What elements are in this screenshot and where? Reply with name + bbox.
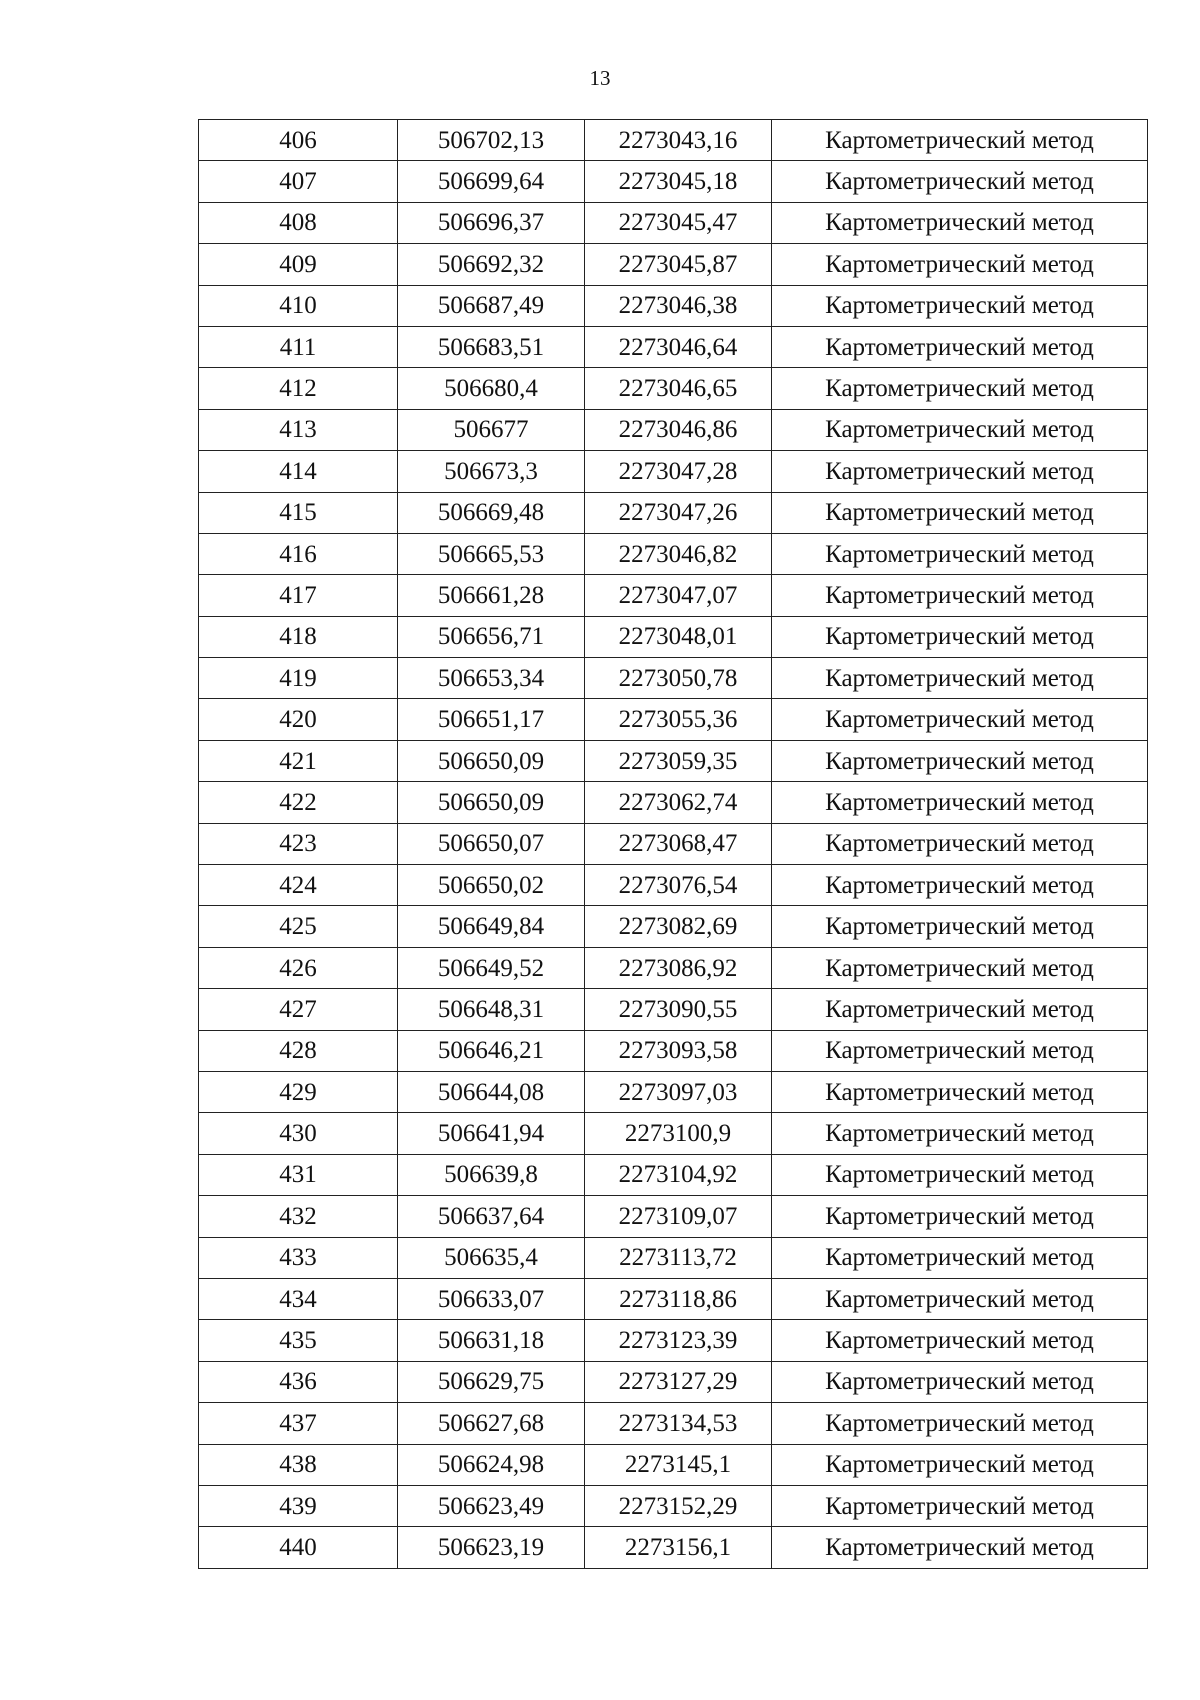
method-cell: Картометрический метод — [772, 120, 1148, 161]
point-number-cell: 433 — [199, 1237, 398, 1278]
table-row — [199, 1196, 1148, 1237]
method-cell: Картометрический метод — [772, 947, 1148, 988]
x-coordinate-cell: 506653,34 — [398, 658, 585, 699]
y-coordinate-cell: 2273048,01 — [585, 616, 772, 657]
y-coordinate-cell: 2273062,74 — [585, 782, 772, 823]
method-cell: Картометрический метод — [772, 782, 1148, 823]
method-cell: Картометрический метод — [772, 865, 1148, 906]
point-number-cell: 421 — [199, 740, 398, 781]
table-row — [199, 1278, 1148, 1319]
method-cell: Картометрический метод — [772, 161, 1148, 202]
table-row — [199, 1113, 1148, 1154]
table-row — [199, 1361, 1148, 1402]
table-row — [199, 906, 1148, 947]
x-coordinate-cell: 506683,51 — [398, 326, 585, 367]
point-number-cell: 408 — [199, 202, 398, 243]
table-row — [199, 575, 1148, 616]
x-coordinate-cell: 506635,4 — [398, 1237, 585, 1278]
x-coordinate-cell: 506641,94 — [398, 1113, 585, 1154]
y-coordinate-cell: 2273113,72 — [585, 1237, 772, 1278]
table-row — [199, 409, 1148, 450]
method-cell: Картометрический метод — [772, 244, 1148, 285]
x-coordinate-cell: 506624,98 — [398, 1444, 585, 1485]
table-row — [199, 285, 1148, 326]
y-coordinate-cell: 2273123,39 — [585, 1320, 772, 1361]
table-row — [199, 782, 1148, 823]
table-row — [199, 823, 1148, 864]
x-coordinate-cell: 506650,09 — [398, 740, 585, 781]
y-coordinate-cell: 2273100,9 — [585, 1113, 772, 1154]
method-cell: Картометрический метод — [772, 1361, 1148, 1402]
y-coordinate-cell: 2273093,58 — [585, 1030, 772, 1071]
point-number-cell: 422 — [199, 782, 398, 823]
y-coordinate-cell: 2273090,55 — [585, 989, 772, 1030]
y-coordinate-cell: 2273134,53 — [585, 1403, 772, 1444]
x-coordinate-cell: 506669,48 — [398, 492, 585, 533]
x-coordinate-cell: 506649,84 — [398, 906, 585, 947]
x-coordinate-cell: 506650,07 — [398, 823, 585, 864]
y-coordinate-cell: 2273082,69 — [585, 906, 772, 947]
method-cell: Картометрический метод — [772, 1113, 1148, 1154]
point-number-cell: 440 — [199, 1527, 398, 1568]
point-number-cell: 411 — [199, 326, 398, 367]
x-coordinate-cell: 506623,19 — [398, 1527, 585, 1568]
table-row — [199, 1485, 1148, 1526]
x-coordinate-cell: 506629,75 — [398, 1361, 585, 1402]
method-cell: Картометрический метод — [772, 1278, 1148, 1319]
point-number-cell: 414 — [199, 451, 398, 492]
x-coordinate-cell: 506699,64 — [398, 161, 585, 202]
table-row — [199, 1444, 1148, 1485]
y-coordinate-cell: 2273118,86 — [585, 1278, 772, 1319]
point-number-cell: 427 — [199, 989, 398, 1030]
table-row — [199, 202, 1148, 243]
x-coordinate-cell: 506633,07 — [398, 1278, 585, 1319]
method-cell: Картометрический метод — [772, 823, 1148, 864]
y-coordinate-cell: 2273156,1 — [585, 1527, 772, 1568]
coordinates-table-body — [199, 120, 1148, 1569]
x-coordinate-cell: 506665,53 — [398, 533, 585, 574]
table-row — [199, 161, 1148, 202]
method-cell: Картометрический метод — [772, 1030, 1148, 1071]
x-coordinate-cell: 506644,08 — [398, 1071, 585, 1112]
y-coordinate-cell: 2273097,03 — [585, 1071, 772, 1112]
point-number-cell: 429 — [199, 1071, 398, 1112]
x-coordinate-cell: 506648,31 — [398, 989, 585, 1030]
table-row — [199, 699, 1148, 740]
table-row — [199, 658, 1148, 699]
y-coordinate-cell: 2273104,92 — [585, 1154, 772, 1195]
point-number-cell: 425 — [199, 906, 398, 947]
method-cell: Картометрический метод — [772, 1154, 1148, 1195]
method-cell: Картометрический метод — [772, 1527, 1148, 1568]
x-coordinate-cell: 506623,49 — [398, 1485, 585, 1526]
table-row — [199, 1527, 1148, 1568]
x-coordinate-cell: 506631,18 — [398, 1320, 585, 1361]
coordinates-table — [198, 119, 1148, 1569]
point-number-cell: 436 — [199, 1361, 398, 1402]
point-number-cell: 409 — [199, 244, 398, 285]
table-row — [199, 1237, 1148, 1278]
point-number-cell: 407 — [199, 161, 398, 202]
point-number-cell: 420 — [199, 699, 398, 740]
method-cell: Картометрический метод — [772, 575, 1148, 616]
method-cell: Картометрический метод — [772, 1320, 1148, 1361]
x-coordinate-cell: 506651,17 — [398, 699, 585, 740]
method-cell: Картометрический метод — [772, 533, 1148, 574]
point-number-cell: 423 — [199, 823, 398, 864]
y-coordinate-cell: 2273046,64 — [585, 326, 772, 367]
y-coordinate-cell: 2273050,78 — [585, 658, 772, 699]
method-cell: Картометрический метод — [772, 1403, 1148, 1444]
y-coordinate-cell: 2273045,18 — [585, 161, 772, 202]
y-coordinate-cell: 2273047,07 — [585, 575, 772, 616]
table-row — [199, 1403, 1148, 1444]
method-cell: Картометрический метод — [772, 906, 1148, 947]
method-cell: Картометрический метод — [772, 492, 1148, 533]
x-coordinate-cell: 506650,02 — [398, 865, 585, 906]
point-number-cell: 412 — [199, 368, 398, 409]
x-coordinate-cell: 506673,3 — [398, 451, 585, 492]
table-row — [199, 616, 1148, 657]
method-cell: Картометрический метод — [772, 326, 1148, 367]
method-cell: Картометрический метод — [772, 202, 1148, 243]
y-coordinate-cell: 2273046,82 — [585, 533, 772, 574]
method-cell: Картометрический метод — [772, 1444, 1148, 1485]
y-coordinate-cell: 2273043,16 — [585, 120, 772, 161]
table-row — [199, 1071, 1148, 1112]
table-row — [199, 989, 1148, 1030]
x-coordinate-cell: 506650,09 — [398, 782, 585, 823]
y-coordinate-cell: 2273086,92 — [585, 947, 772, 988]
y-coordinate-cell: 2273068,47 — [585, 823, 772, 864]
point-number-cell: 435 — [199, 1320, 398, 1361]
method-cell: Картометрический метод — [772, 285, 1148, 326]
y-coordinate-cell: 2273055,36 — [585, 699, 772, 740]
table-row — [199, 244, 1148, 285]
point-number-cell: 406 — [199, 120, 398, 161]
y-coordinate-cell: 2273046,65 — [585, 368, 772, 409]
x-coordinate-cell: 506677 — [398, 409, 585, 450]
y-coordinate-cell: 2273045,47 — [585, 202, 772, 243]
table-row — [199, 533, 1148, 574]
y-coordinate-cell: 2273059,35 — [585, 740, 772, 781]
x-coordinate-cell: 506692,32 — [398, 244, 585, 285]
y-coordinate-cell: 2273047,26 — [585, 492, 772, 533]
x-coordinate-cell: 506687,49 — [398, 285, 585, 326]
table-row — [199, 1030, 1148, 1071]
table-row — [199, 326, 1148, 367]
table-row — [199, 865, 1148, 906]
y-coordinate-cell: 2273109,07 — [585, 1196, 772, 1237]
y-coordinate-cell: 2273127,29 — [585, 1361, 772, 1402]
x-coordinate-cell: 506680,4 — [398, 368, 585, 409]
point-number-cell: 415 — [199, 492, 398, 533]
point-number-cell: 437 — [199, 1403, 398, 1444]
table-row — [199, 451, 1148, 492]
point-number-cell: 424 — [199, 865, 398, 906]
table-row — [199, 947, 1148, 988]
point-number-cell: 413 — [199, 409, 398, 450]
point-number-cell: 431 — [199, 1154, 398, 1195]
y-coordinate-cell: 2273046,38 — [585, 285, 772, 326]
x-coordinate-cell: 506646,21 — [398, 1030, 585, 1071]
point-number-cell: 410 — [199, 285, 398, 326]
method-cell: Картометрический метод — [772, 740, 1148, 781]
point-number-cell: 434 — [199, 1278, 398, 1319]
method-cell: Картометрический метод — [772, 658, 1148, 699]
point-number-cell: 418 — [199, 616, 398, 657]
y-coordinate-cell: 2273045,87 — [585, 244, 772, 285]
method-cell: Картометрический метод — [772, 451, 1148, 492]
method-cell: Картометрический метод — [772, 1485, 1148, 1526]
x-coordinate-cell: 506656,71 — [398, 616, 585, 657]
table-row — [199, 740, 1148, 781]
method-cell: Картометрический метод — [772, 368, 1148, 409]
point-number-cell: 419 — [199, 658, 398, 699]
point-number-cell: 416 — [199, 533, 398, 574]
point-number-cell: 432 — [199, 1196, 398, 1237]
x-coordinate-cell: 506627,68 — [398, 1403, 585, 1444]
method-cell: Картометрический метод — [772, 1196, 1148, 1237]
point-number-cell: 438 — [199, 1444, 398, 1485]
x-coordinate-cell: 506637,64 — [398, 1196, 585, 1237]
method-cell: Картометрический метод — [772, 616, 1148, 657]
method-cell: Картометрический метод — [772, 1071, 1148, 1112]
point-number-cell: 417 — [199, 575, 398, 616]
method-cell: Картометрический метод — [772, 699, 1148, 740]
x-coordinate-cell: 506639,8 — [398, 1154, 585, 1195]
page-number: 13 — [589, 66, 611, 90]
table-row — [199, 492, 1148, 533]
method-cell: Картометрический метод — [772, 1237, 1148, 1278]
y-coordinate-cell: 2273152,29 — [585, 1485, 772, 1526]
x-coordinate-cell: 506696,37 — [398, 202, 585, 243]
x-coordinate-cell: 506702,13 — [398, 120, 585, 161]
table-row — [199, 1154, 1148, 1195]
y-coordinate-cell: 2273047,28 — [585, 451, 772, 492]
point-number-cell: 428 — [199, 1030, 398, 1071]
point-number-cell: 426 — [199, 947, 398, 988]
x-coordinate-cell: 506649,52 — [398, 947, 585, 988]
method-cell: Картометрический метод — [772, 989, 1148, 1030]
y-coordinate-cell: 2273076,54 — [585, 865, 772, 906]
y-coordinate-cell: 2273145,1 — [585, 1444, 772, 1485]
method-cell: Картометрический метод — [772, 409, 1148, 450]
x-coordinate-cell: 506661,28 — [398, 575, 585, 616]
table-row — [199, 368, 1148, 409]
point-number-cell: 439 — [199, 1485, 398, 1526]
point-number-cell: 430 — [199, 1113, 398, 1154]
y-coordinate-cell: 2273046,86 — [585, 409, 772, 450]
table-row — [199, 1320, 1148, 1361]
table-row — [199, 120, 1148, 161]
